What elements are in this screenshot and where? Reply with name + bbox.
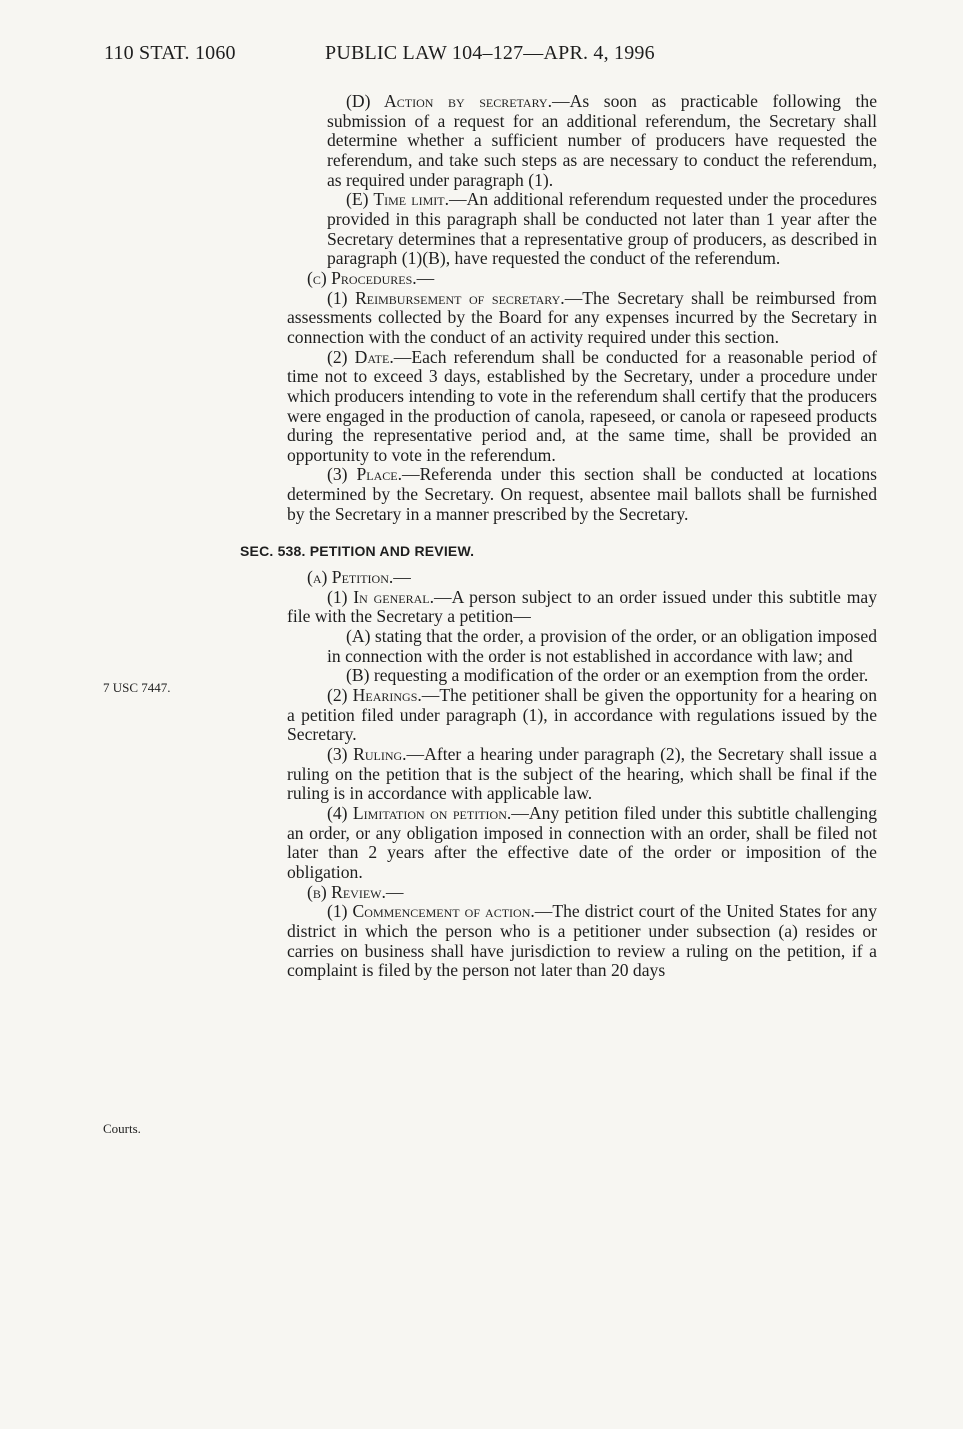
subsection-a: [287, 568, 877, 588]
text-a: —: [393, 567, 411, 588]
text-c: —: [416, 267, 435, 288]
paragraph-a3: [287, 745, 877, 804]
section-title: SEC. 538. PETITION AND REVIEW.: [240, 543, 475, 560]
paragraph-e: [287, 190, 877, 269]
paragraph-c2: [287, 348, 877, 466]
subsection-c: [287, 269, 877, 289]
paragraph-c3: [287, 465, 877, 524]
text-b: —: [385, 881, 404, 902]
subparagraph-aB: (B) requesting a modification of the order or an exemption from the order.: [346, 665, 869, 686]
heading-a4: (4) Limitation on petition.: [327, 802, 512, 823]
heading-d: (D) Action by secretary.: [346, 91, 553, 111]
margin-note-courts: Courts.: [103, 1121, 141, 1136]
heading-e: (E) Time limit.: [346, 189, 450, 210]
text-b1: —The district court of the United States for any district in which the person who is a petitioner under subsection (a) resides or carries on business shall have jurisdiction to review a ruling on the petition, if a complaint is filed by the person not later than 20 days: [287, 901, 878, 981]
paragraph-a2: [287, 686, 877, 745]
text-c2: —Each referendum shall be conducted for a reasonable period of time not to exceed 3 days, established by the Secretary, under a procedure under which producers intending to vote in the referendum shall certify that the producers were engaged in the production of canola, rapeseed, or canola or rapeseed products during the representative period and, at the same time, shall be provided an opportunity to vote in the referendum.: [287, 346, 878, 465]
subparagraph-aA: (A) stating that the order, a provision of the order, or an obligation imposed in connection with the order is not established in accordance with law; and: [327, 626, 877, 666]
page-stat-number: 110 STAT. 1060: [104, 42, 236, 64]
margin-note-usc: 7 USC 7447.: [103, 680, 171, 695]
heading-a2: (2) Hearings.: [327, 685, 422, 706]
text-c3: —Referenda under this section shall be conducted at locations determined by the Secretary. On request, absentee mail ballots shall be furnished by the Secretary in a manner prescribed by the Secretary.: [287, 464, 877, 524]
heading-c2: (2) Date.: [327, 346, 394, 367]
paragraph-c1: [287, 289, 877, 348]
heading-c: (c) Procedures.: [307, 267, 417, 288]
text-a2: —The petitioner shall be given the opportunity for a hearing on a petition filed under paragraph (1), in accordance with regulations issued by the Secretary.: [287, 685, 877, 745]
heading-c1: (1) Reimbursement of secretary.: [327, 287, 565, 308]
document-body: [240, 91, 878, 981]
text-a3: —After a hearing under paragraph (2), the Secretary shall issue a ruling on the petition that is the subject of the hearing, which shall be final if the ruling is in accordance with applicable law.: [287, 744, 877, 804]
heading-a: (a) Petition.: [307, 567, 394, 588]
text-d: —As soon as practicable following the submission of a request for an additional referendum, the Secretary shall determine whether a sufficient number of producers have requested the referendum, and take such steps as are necessary to conduct the referendum, as required under paragraph (1).: [327, 91, 878, 190]
subsection-b: [287, 883, 877, 903]
text-c1: —The Secretary shall be reimbursed from assessments collected by the Board for any expenses incurred by the Secretary in connection with the conduct of an activity required under this section.: [287, 287, 877, 347]
paragraph-d: [287, 92, 877, 190]
paragraph-a1: [287, 588, 877, 627]
heading-c3: (3) Place.: [327, 464, 402, 485]
paragraph-b1: [287, 902, 877, 981]
text-a4: —Any petition filed under this subtitle challenging an order, or any obligation imposed in connection with an order, shall be filed not later than 2 years after the effective date of the order or imposition of the obligation.: [287, 802, 878, 882]
paragraph-a4: [287, 804, 877, 883]
text-a1: —A person subject to an order issued under this subtitle may file with the Secretary a petition—: [287, 586, 877, 627]
heading-a1: (1) In general.: [327, 586, 435, 607]
heading-b1: (1) Commencement of action.: [327, 901, 535, 922]
heading-a3: (3) Ruling.: [327, 744, 407, 764]
heading-b: (b) Review.: [307, 881, 386, 902]
page-header-law: PUBLIC LAW 104–127—APR. 4, 1996: [325, 42, 655, 64]
text-e: —An additional referendum requested under the procedures provided in this paragraph shall be conducted not later than 1 year after the Secretary determines that a representative group of producers, as described in paragraph (1)(B), have requested the conduct of the referendum.: [327, 189, 877, 269]
